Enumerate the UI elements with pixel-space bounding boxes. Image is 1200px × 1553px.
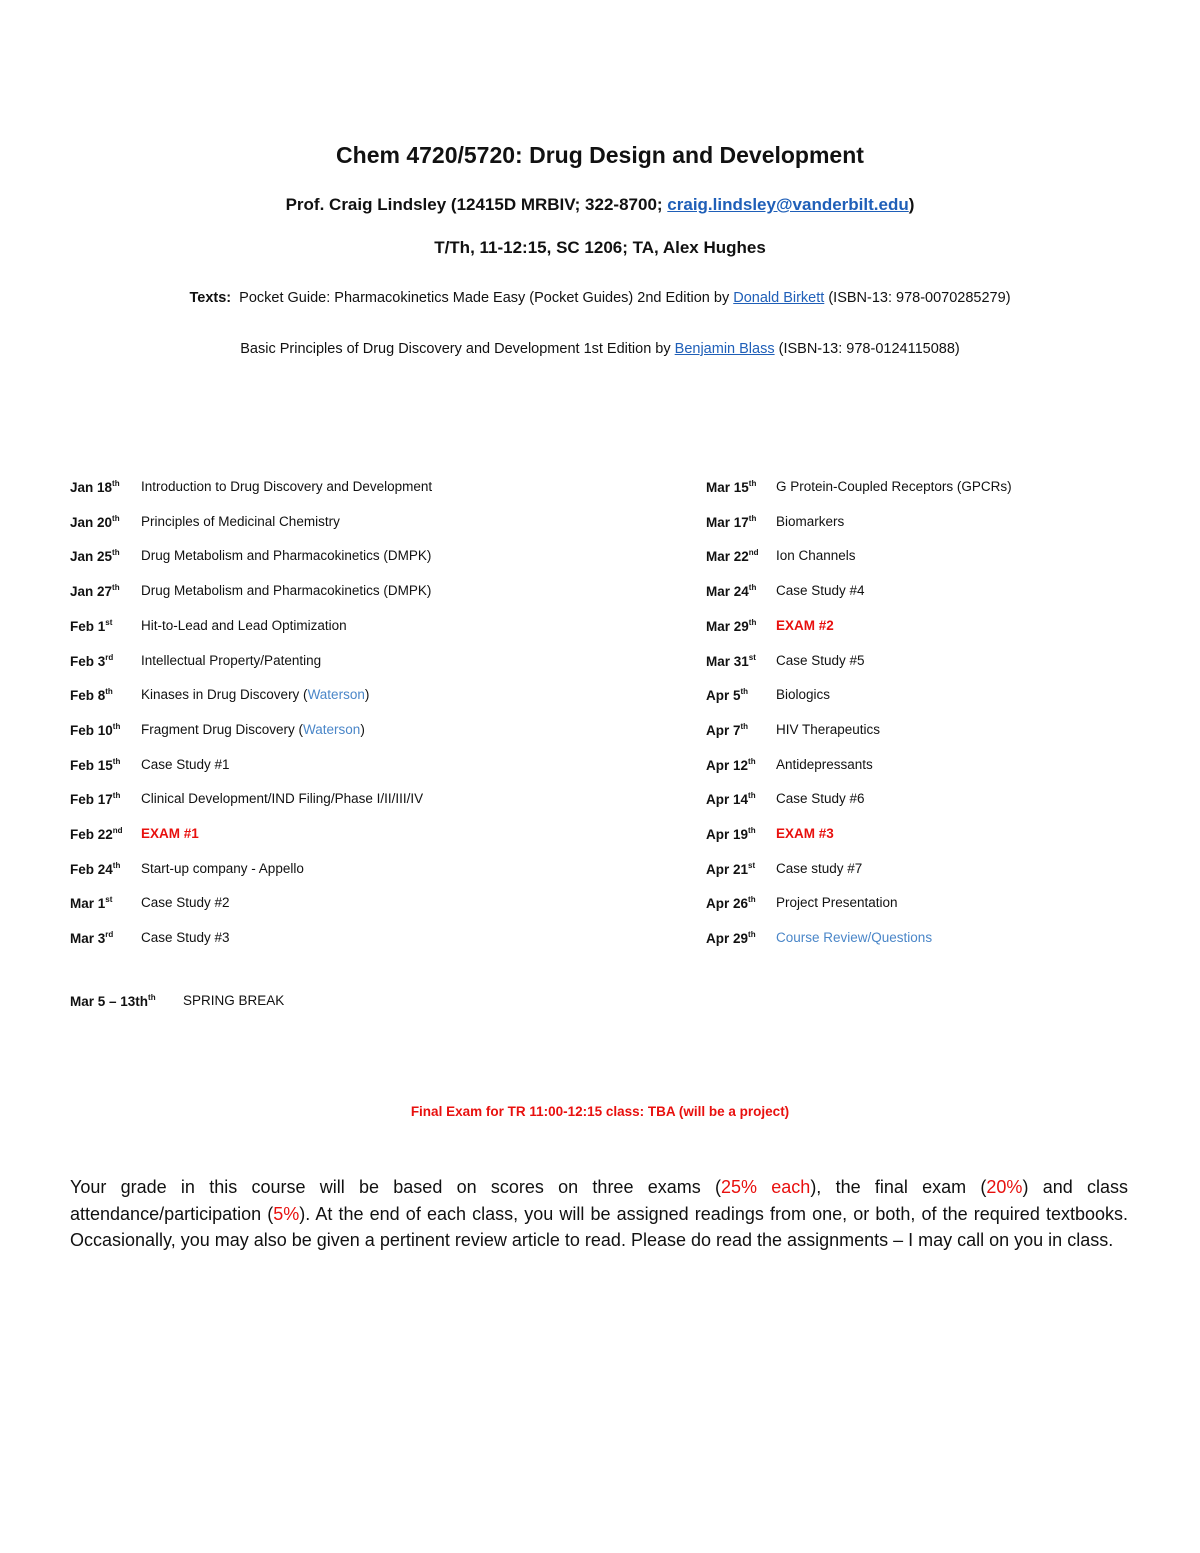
schedule-topic: Hit-to-Lead and Lead Optimization	[141, 617, 347, 633]
schedule-topic: HIV Therapeutics	[776, 721, 881, 737]
schedule-date: Apr 19th	[706, 826, 756, 842]
schedule-topic: EXAM #3	[776, 826, 834, 841]
schedule-date: Feb 24th	[70, 860, 121, 877]
schedule-date: Apr 5th	[706, 687, 749, 704]
final-percentage: 20%	[986, 1177, 1023, 1197]
schedule-topic: Ion Channels	[776, 548, 856, 564]
schedule-date: Apr 12th	[706, 756, 756, 773]
schedule-date: Mar 24th	[706, 583, 757, 600]
book2-author-link[interactable]: Benjamin Blass	[674, 341, 775, 357]
schedule-topic: Intellectual Property/Patenting	[141, 652, 322, 668]
schedule-topic: Principles of Medicinal Chemistry	[141, 513, 340, 529]
schedule-date: Apr 21st	[706, 860, 756, 877]
schedule-date: Feb 8th	[70, 687, 113, 704]
textbook-line-1	[0, 290, 1200, 306]
schedule-date: Apr 14th	[706, 791, 756, 808]
schedule-topic: G Protein-Coupled Receptors (GPCRs)	[776, 479, 1012, 494]
spring-break-label: SPRING BREAK	[183, 993, 285, 1008]
instructor-close-paren: )	[908, 195, 915, 214]
schedule-topic: Course Review/Questions	[776, 930, 933, 946]
schedule-date: Jan 18th	[70, 479, 120, 495]
instructor-info: Prof. Craig Lindsley (12415D MRBIV; 322-8700;	[285, 195, 668, 214]
schedule-topic: Case Study #1	[141, 756, 230, 772]
schedule-topic: Antidepressants	[776, 756, 873, 772]
schedule-topic: Project Presentation	[776, 895, 898, 911]
final-exam-note: Final Exam for TR 11:00-12:15 class: TBA (will be a project)	[410, 1104, 790, 1119]
schedule-topic: Drug Metabolism and Pharmacokinetics (DMPK)	[141, 583, 432, 599]
schedule-date: Jan 20th	[70, 513, 120, 530]
texts-label: Texts:	[189, 290, 232, 306]
book1-author-link[interactable]: Donald Birkett	[733, 290, 825, 306]
schedule-topic: Biologics	[776, 687, 831, 703]
schedule-date: Feb 22nd	[70, 826, 123, 842]
schedule-date: Feb 10th	[70, 721, 121, 738]
book2-isbn: (ISBN-13: 978-0124115088)	[774, 341, 960, 357]
book1-title: Pocket Guide: Pharmacokinetics Made Easy (Pocket Guides) 2nd Edition by	[239, 290, 734, 306]
schedule-date: Mar 17th	[706, 513, 757, 530]
schedule-topic: EXAM #1	[141, 826, 199, 841]
schedule-date: Mar 15th	[706, 479, 757, 495]
attendance-percentage: 5%	[273, 1203, 300, 1224]
schedule-topic: Drug Metabolism and Pharmacokinetics (DMPK)	[141, 548, 432, 564]
book2-title: Basic Principles of Drug Discovery and Development 1st Edition by	[240, 341, 675, 357]
schedule-date: Mar 1st	[70, 895, 113, 912]
schedule-topic: Case Study #6	[776, 791, 865, 807]
schedule-topic: Introduction to Drug Discovery and Development	[141, 479, 433, 494]
guest-lecturer: Waterson	[307, 687, 365, 703]
exams-percentage: 25% each	[720, 1177, 811, 1197]
schedule-date: Feb 3rd	[70, 652, 114, 669]
schedule-topic: Start-up company - Appello	[141, 860, 304, 876]
schedule-date: Apr 7th	[706, 721, 749, 738]
book1-isbn: (ISBN-13: 978-0070285279)	[824, 290, 1011, 306]
textbook-line-2	[0, 341, 1200, 357]
schedule-date: Mar 29th	[706, 617, 757, 634]
schedule-date: Apr 29th	[706, 930, 756, 947]
instructor-line	[0, 195, 1200, 215]
grading-paragraph: Your grade in this course will be based on scores on three exams (25% each), the final exam (20%) and class attendance/participation (5%). At the end of each class, you will be assigned readings from one, or both, of the required textbooks. Occasionally, you may also be given a pertinent review article to read. Please do read the assignments – I may call on you in class.	[70, 1177, 1128, 1250]
schedule-topic: Clinical Development/IND Filing/Phase I/II/III/IV	[141, 791, 424, 807]
schedule-date: Jan 27th	[70, 583, 120, 600]
guest-lecturer: Waterson	[303, 721, 361, 737]
schedule-topic: Case Study #4	[776, 583, 865, 599]
schedule-date: Feb 15th	[70, 756, 121, 773]
instructor-email-link[interactable]: craig.lindsley@vanderbilt.edu	[667, 195, 909, 214]
schedule-date: Feb 1st	[70, 617, 113, 634]
schedule-topic: Case Study #3	[141, 930, 230, 946]
schedule-date: Jan 25th	[70, 548, 120, 565]
schedule-topic: EXAM #2	[776, 617, 834, 633]
schedule-topic: Kinases in Drug Discovery (Waterson)	[141, 687, 370, 703]
class-meta-line: T/Th, 11-12:15, SC 1206; TA, Alex Hughes	[434, 238, 766, 257]
page-title: Chem 4720/5720: Drug Design and Development	[336, 142, 864, 168]
schedule-date: Feb 17th	[70, 791, 121, 808]
schedule-date: Mar 22nd	[706, 548, 759, 565]
schedule-topic: Case Study #5	[776, 652, 865, 668]
schedule-topic: Case Study #2	[141, 895, 230, 911]
schedule-date: Mar 3rd	[70, 930, 114, 947]
schedule-topic: Biomarkers	[776, 513, 845, 529]
schedule-topic: Case study #7	[776, 860, 863, 876]
spring-break-date: Mar $5 - 13th^{th}$	[70, 993, 156, 1009]
schedule-date: Apr 26th	[706, 895, 756, 912]
schedule-topic: Fragment Drug Discovery (Waterson)	[141, 721, 365, 737]
schedule-date: Mar 31st	[706, 652, 756, 669]
